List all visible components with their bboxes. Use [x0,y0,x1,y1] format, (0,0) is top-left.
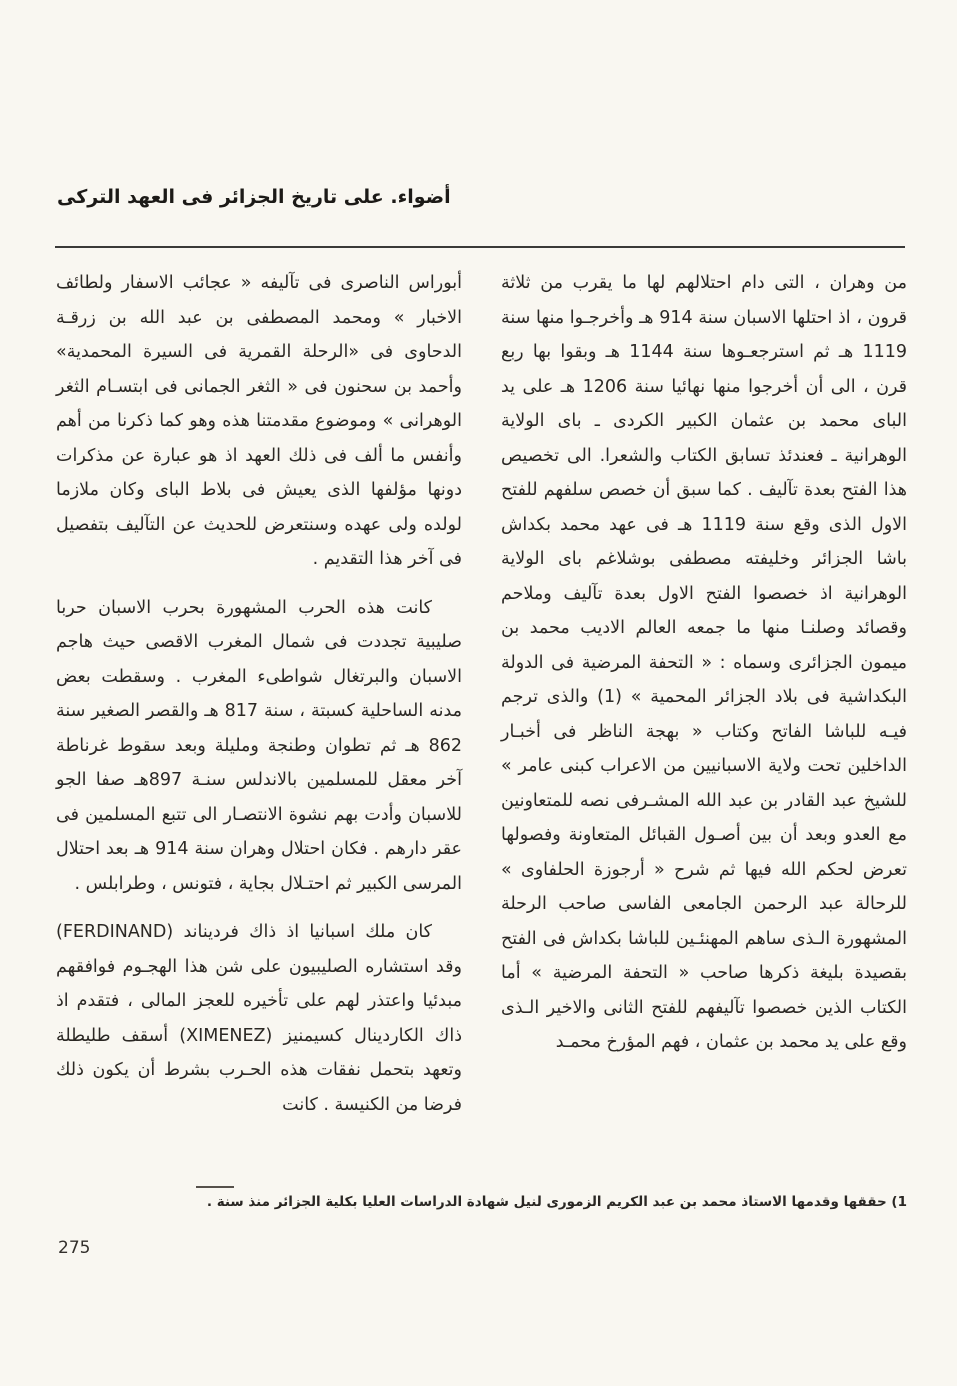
right-text-column [501,266,907,1074]
paragraph: من وهران ، التى دام احتلالهم لها ما يقرب من ثلاثة قرون ، اذ احتلها الاسبان سنة 914 هـ وأخرجـوا منها سنة 1119 هـ ثم استرجعـوها سنة 1144 هـ وبقوا بها ربع قرن ، الى أن أخرجوا منها نهائيا سنة 1206 هـ على يد الباى محمد بن عثمان الكبير الكردى ـ باى الولاية الوهرانية ـ فعندئذ تسابق الكتاب والشعرا. الى تخصيص هذا الفتح بعدة تآليف . كما سبق أن خصص سلفهم للفتح الاول الذى وقع سنة 1119 هـ فى عهد محمد بكداش باشا الجزائر وخليفته مصطفى بوشلاغم باى الولاية الوهرانية اذ خصصوا الفتح الاول بعدة تآليف وملاحم وقصائد وصلنـا منها ما جمعه العالم الاديب محمد بن ميمون الجزائرى وسماه : « التحفة المرضية فى الدولة البكداشية فى بلاد الجزائر المحمية » (1) والذى ترجم فيـه للباشا الفاتح وكتاب « بهجة الناظر فى أخبـار الداخلين تحت ولاية الاسبانيين من الاعراب كبنى عامر » للشيخ عبد القادر بن عبد الله المشـرفى نصه للمتعاونين مع العدو وبعد أن بين أصـول القبائل المتعاونة وفصولها تعرض لحكم الله فيها ثم شرح « أرجوزة الحلفاوى » للرحالة عبد الرحمن الجامعى الفاسى صاحب الرحلة المشهورة الـذى ساهم المهنئـين للباشا بكداش فى الفتح بقصيدة بليغة ذكرها صاحب « التحفة المرضية » أما الكتاب الذين خصصوا تآليفهم للفتح الثانى والاخير الـذى وقع على يد محمد بن عثمان ، فهم المؤرخ محمـد [501,273,908,1052]
paragraph: كان ملك اسبانيا اذ ذاك فرديناند (FERDINAND) وقد استشاره الصليبيون على شن هذا الهجـوم فوافقهم مبدئيا واعتذر لهم على تأخيره للعجز المالى ، فتقدم اذ ذاك الكاردينال كسيمنيز (XIMENEZ) أسقف طليطلة وتعهد بتحمل نفقات هذه الحـرب بشرط أن يكون ذلك فرضا من الكنيسة . كانت [56,922,462,1115]
header-divider-rule [55,246,905,248]
left-text-column [56,266,462,1136]
footnote-divider-rule [196,1186,234,1188]
paragraph: أبوراس الناصرى فى تآليفه « عجائب الاسفار ولطائف الاخبار » ومحمد المصطفى بن عبد الله بن زرقـة الدحاوى فى «الرحلة القمرية فى السيرة المحمدية» وأحمد بن سحنون فى « الثغر الجمانى فى ابتسـام الثغر الوهرانى » وموضوع مقدمتنا هذه وهو كما ذكرنا من أهم وأنفس ما ألف فى ذلك العهد اذ هو عبارة عن مذكرات دونها مؤلفها الذى يعيش فى بلاط الباى وكان ملازما لولده ولى عهده وسنتعرض للحديث عن التآليف بتفصيل فى آخر هذا التقديم . [56,273,462,569]
paragraph: كانت هذه الحرب المشهورة بحرب الاسبان حربا صليبية تجددت فى شمال المغرب الاقصى حيث هاجم الاسبان والبرتغال شواطىء المغرب . وسقطت بعض مدنه الساحلية كسبتة ، سنة 817 هـ والقصر الصغير سنة 862 هـ ثم تطوان وطنجة ومليلة وبعد سقوط غرناطة آخر معقل للمسلمين بالاندلس سنـة 897هـ صفا الجو للاسبان وأدت بهم نشوة الانتصـار الى تتبع المسلمين فى عقر دارهم . فكان احتلال وهران سنة 914 هـ بعد احتلال المرسى الكبير ثم احتـلال بجاية ، فتونس ، وطرابلس . [56,597,463,894]
footnote-text: 1) حققها وقدمها الاستاذ محمد بن عبد الكريم الزمورى لنيل شهادة الدراسات العليا بكلية الجزائر منذ سنة . [206,1194,907,1210]
page-header-title: أضواء. على تاريخ الجزائر فى العهد التركى [57,186,451,208]
page-number: 275 [58,1238,91,1258]
